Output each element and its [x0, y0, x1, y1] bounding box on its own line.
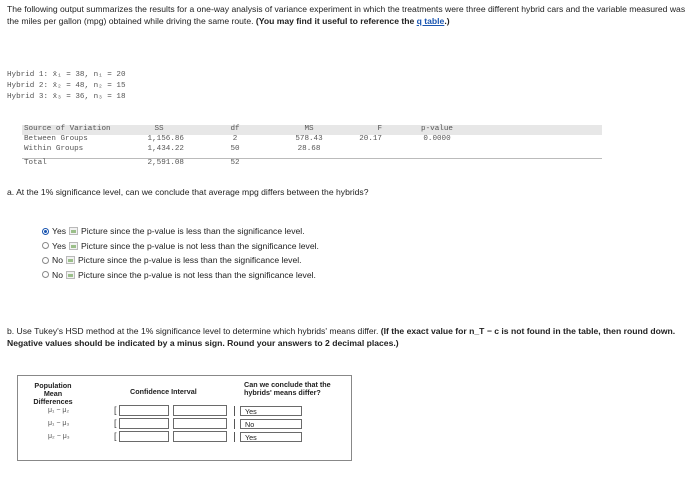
answer-option[interactable]: Yes Picture since the p-value is less than the significance level. [42, 224, 319, 239]
anova-row: Within Groups 1,434.22 50 28.68 [24, 145, 321, 153]
hybrid-summary [7, 70, 126, 103]
hybrid-line: Hybrid 3: x̄₃ = 36, n₃ = 18 [7, 93, 126, 101]
answer-option[interactable]: Yes Picture since the p-value is not less than the significance level. [42, 239, 319, 254]
radio-button[interactable] [42, 242, 49, 249]
row-label: μ₁ − μ₃ [48, 420, 70, 427]
conclusion-select[interactable]: Yes [240, 406, 302, 416]
col-header-confidence-interval: Confidence Interval [130, 387, 197, 396]
row-label: μ₂ − μ₃ [48, 433, 70, 440]
anova-header: p-value [421, 125, 453, 133]
problem-intro [7, 4, 693, 27]
picture-icon [66, 256, 75, 264]
conclusion-select[interactable]: Yes [240, 432, 302, 442]
tukey-table [17, 375, 352, 461]
select-divider [234, 406, 235, 416]
answer-options [42, 224, 319, 282]
question-b-prompt: b. Use Tukey's HSD method at the 1% significance level to determine which hybrids' means differ. (If the exact value for n_T − c is not found in the table, then round down. Negative values should be indicated by a minus sign. Round your answers to 2 decimal places.) [7, 326, 676, 348]
select-divider [234, 419, 235, 429]
anova-table [22, 125, 602, 169]
anova-total-row: Total 2,591.08 52 [22, 158, 602, 169]
picture-icon [66, 271, 75, 279]
anova-header: df [230, 125, 240, 133]
intro-reference-note: (You may find it useful to reference the q table.) [255, 15, 450, 26]
ci-lower-input[interactable] [119, 418, 169, 429]
ci-upper-input[interactable] [173, 418, 227, 429]
ci-upper-input[interactable] [173, 405, 227, 416]
answer-option[interactable]: No Picture since the p-value is less than the significance level. [42, 253, 319, 268]
bracket: [ [114, 431, 117, 441]
anova-row: Between Groups 1,156.86 2 578.43 20.17 0.0000 [24, 135, 451, 143]
radio-button-selected[interactable] [42, 228, 49, 235]
picture-icon [69, 242, 78, 250]
intro-text: The following output summarizes the results for a one-way analysis of variance experiment in which the treatments were three different hybrid cars and the variable measured was the miles per gallon (mpg) obtained while driving the same route. [7, 4, 686, 26]
ci-upper-input[interactable] [173, 431, 227, 442]
q-table-link[interactable]: q table [416, 15, 445, 26]
hybrid-line: Hybrid 1: x̄₁ = 38, n₁ = 20 [7, 71, 126, 79]
anova-header: SS [154, 125, 164, 133]
anova-header: F [377, 125, 382, 133]
radio-button[interactable] [42, 271, 49, 278]
anova-header: MS [304, 125, 314, 133]
conclusion-select[interactable]: No [240, 419, 302, 429]
answer-option[interactable]: No Picture since the p-value is not less than the significance level. [42, 268, 319, 283]
anova-header: Source of Variation [24, 125, 111, 133]
col-header-mean-differences: Population Mean Differences [33, 381, 73, 406]
row-label: μ₁ − μ₂ [48, 407, 70, 414]
question-a-prompt: a. At the 1% significance level, can we conclude that average mpg differs between the hybrids? [7, 187, 369, 197]
col-header-conclusion: Can we conclude that the hybrids' means differ? [244, 380, 331, 397]
anova-header-row [22, 125, 602, 135]
picture-icon [69, 227, 78, 235]
ci-lower-input[interactable] [119, 431, 169, 442]
hybrid-line: Hybrid 2: x̄₂ = 48, n₂ = 15 [7, 82, 126, 90]
ci-lower-input[interactable] [119, 405, 169, 416]
radio-button[interactable] [42, 257, 49, 264]
bracket: [ [114, 418, 117, 428]
bracket: [ [114, 405, 117, 415]
select-divider [234, 432, 235, 442]
tukey-header [18, 376, 351, 406]
